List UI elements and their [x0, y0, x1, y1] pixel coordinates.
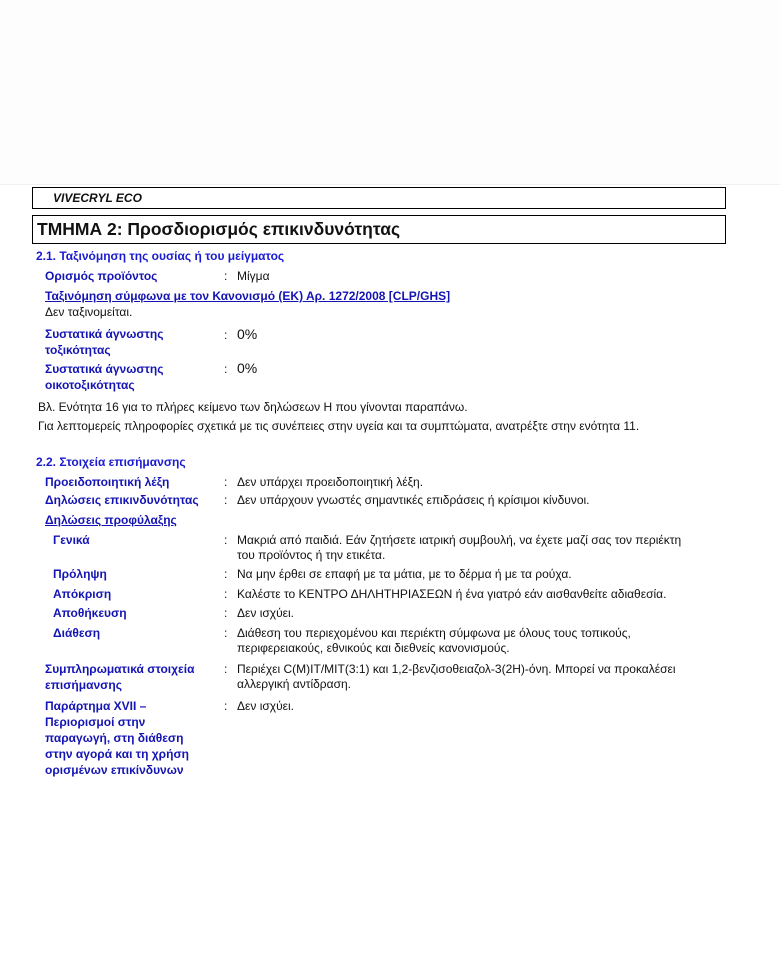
storage-label: Αποθήκευση — [53, 606, 127, 620]
unknown-ecotoxicity-label-line1: Συστατικά άγνωστης — [45, 362, 164, 376]
signal-word-colon: : — [224, 475, 228, 489]
hazard-statements-label: Δηλώσεις επικινδυνότητας — [45, 493, 199, 507]
prevention-colon: : — [224, 567, 228, 581]
viewer-background — [0, 0, 780, 184]
unknown-toxicity-label-line2: τοξικότητας — [45, 343, 111, 357]
general-value-line1: Μακριά από παιδιά. Εάν ζητήσετε ιατρική συμβουλή, να έχετε μαζί σας τον περιέκτη — [237, 533, 682, 547]
supplemental-value-line2: αλλεργική αντίδραση. — [237, 677, 351, 691]
section-title: ΤΜΗΜΑ 2: Προσδιορισμός επικινδυνότητας — [37, 219, 401, 239]
supplemental-colon: : — [224, 662, 228, 676]
precautionary-statements-link[interactable]: Δηλώσεις προφύλαξης — [45, 513, 177, 527]
hazard-statements-value: Δεν υπάρχουν γνωστές σημαντικές επιδράσεις ή κρίσιμοι κίνδυνοι. — [237, 493, 590, 507]
annex-xvii-label-line5: ορισμένων επικίνδυνων — [45, 763, 184, 777]
subsection-2-1-heading: 2.1. Ταξινόμηση της ουσίας ή του μείγματος — [36, 249, 285, 263]
annex-xvii-colon: : — [224, 699, 228, 713]
prevention-value: Να μην έρθει σε επαφή με τα μάτια, με το δέρμα ή με τα ρούχα. — [237, 567, 572, 581]
supplemental-value-line1: Περιέχει C(M)IT/MIT(3:1) και 1,2-βενζισοθειαζολ-3(2H)-όνη. Μπορεί να προκαλέσει — [237, 662, 676, 676]
supplemental-label-line1: Συμπληρωματικά στοιχεία — [45, 662, 195, 676]
response-value: Καλέστε το ΚΕΝΤΡΟ ΔΗΛΗΤΗΡΙΑΣΕΩΝ ή ένα γιατρό εάν αισθανθείτε αδιαθεσία. — [237, 587, 667, 601]
supplemental-label-line2: επισήμανσης — [45, 678, 122, 692]
signal-word-label: Προειδοποιητική λέξη — [45, 475, 170, 489]
clp-classification-link[interactable]: Ταξινόμηση σύμφωνα με τον Κανονισμό (ΕΚ) Αρ. 1272/2008 [CLP/GHS] — [45, 289, 451, 303]
unknown-toxicity-value: 0% — [237, 326, 258, 342]
h-statements-note: Βλ. Ενότητα 16 για το πλήρες κείμενο των δηλώσεων Η που γίνονται παραπάνω. — [38, 400, 468, 414]
disposal-value-line2: περιφερειακούς, εθνικούς και διεθνείς κανονισμούς. — [237, 641, 510, 655]
unknown-toxicity-colon: : — [224, 328, 228, 342]
storage-colon: : — [224, 606, 228, 620]
signal-word-value: Δεν υπάρχει προειδοποιητική λέξη. — [237, 475, 424, 489]
general-colon: : — [224, 533, 228, 547]
disposal-value-line1: Διάθεση του περιεχομένου και περιέκτη σύμφωνα με όλους τους τοπικούς, — [237, 626, 631, 640]
general-value-line2: του προϊόντος ή την ετικέτα. — [237, 548, 386, 562]
product-name: VIVECRYL ECO — [53, 191, 142, 205]
disposal-label: Διάθεση — [53, 626, 101, 640]
health-effects-note: Για λεπτομερείς πληροφορίες σχετικά με τις συνέπειες στην υγεία και τα συμπτώματα, ανατρέξτε στην ενότητα 11. — [38, 419, 640, 433]
unknown-ecotoxicity-label-line2: οικοτοξικότητας — [45, 378, 135, 392]
unknown-ecotoxicity-colon: : — [224, 362, 228, 376]
response-label: Απόκριση — [53, 587, 112, 601]
subsection-2-2-heading: 2.2. Στοιχεία επισήμανσης — [36, 455, 186, 469]
product-definition-colon: : — [224, 269, 228, 283]
prevention-label: Πρόληψη — [53, 567, 107, 581]
storage-value: Δεν ισχύει. — [237, 606, 294, 620]
response-colon: : — [224, 587, 228, 601]
product-definition-label: Ορισμός προϊόντος — [45, 269, 158, 283]
general-label: Γενικά — [53, 533, 90, 547]
unknown-toxicity-label-line1: Συστατικά άγνωστης — [45, 327, 164, 341]
product-header-box — [32, 187, 726, 209]
product-definition-value: Μίγμα — [237, 269, 270, 283]
annex-xvii-label-line2: Περιορισμοί στην — [45, 715, 146, 729]
annex-xvii-label-line1: Παράρτημα XVII – — [45, 699, 147, 713]
annex-xvii-value: Δεν ισχύει. — [237, 699, 294, 713]
annex-xvii-label-line3: παραγωγή, στη διάθεση — [45, 731, 184, 745]
unknown-ecotoxicity-value: 0% — [237, 360, 258, 376]
section-title-box — [32, 215, 726, 244]
disposal-colon: : — [224, 626, 228, 640]
annex-xvii-label-line4: στην αγορά και τη χρήση — [45, 747, 189, 761]
classification-value: Δεν ταξινομείται. — [45, 305, 133, 319]
hazard-statements-colon: : — [224, 493, 228, 507]
document-page — [0, 184, 780, 964]
